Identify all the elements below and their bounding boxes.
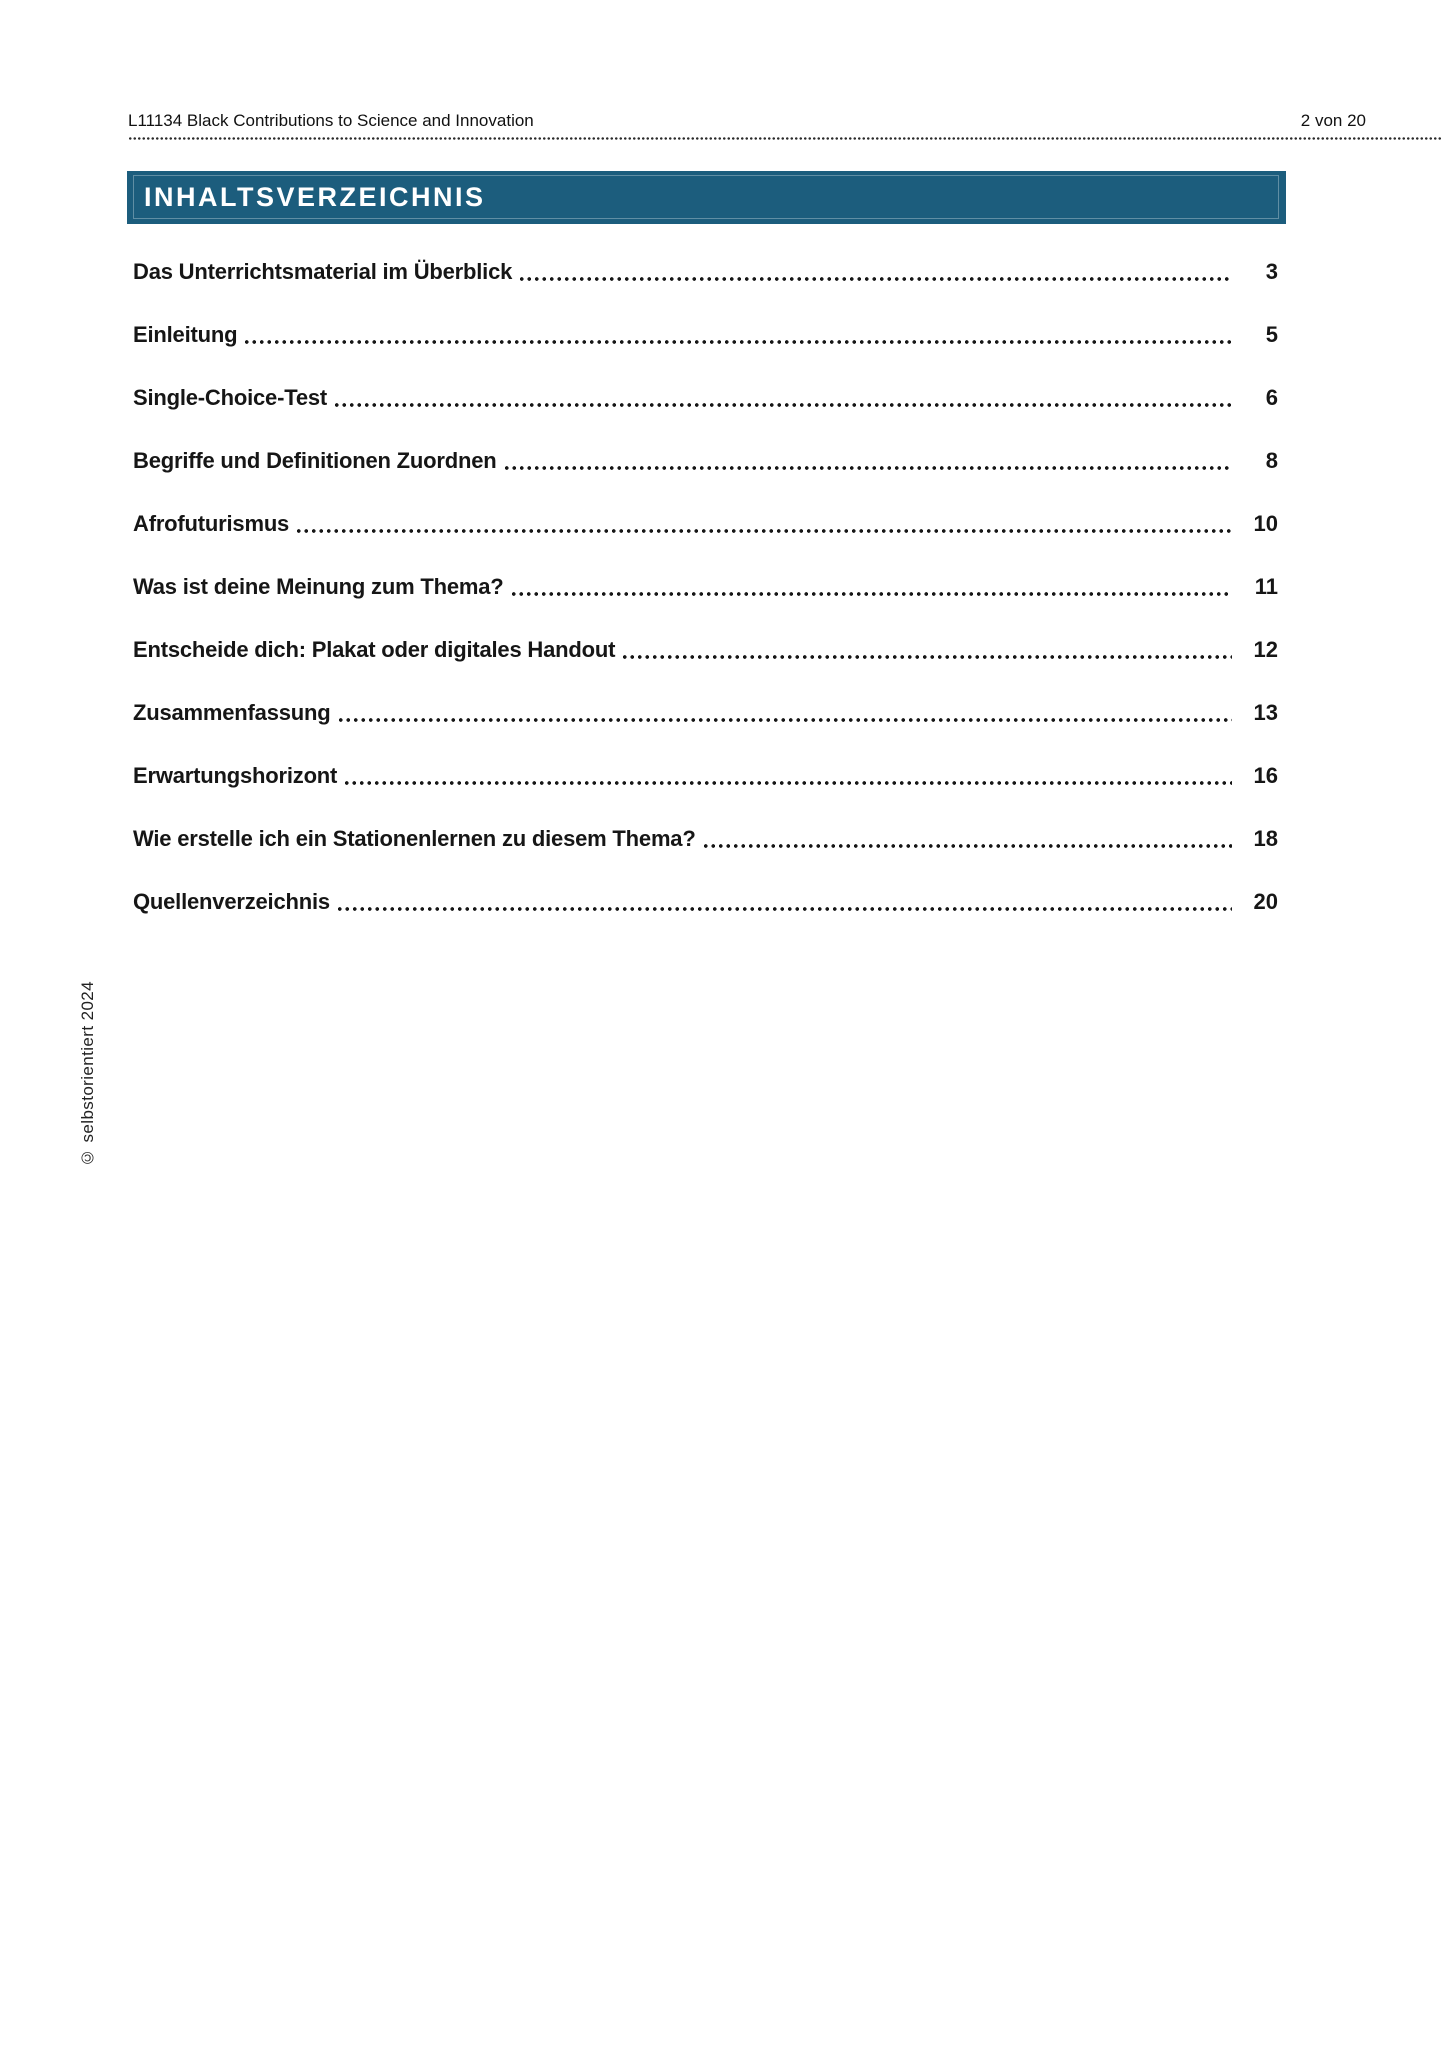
header-dotted-rule	[128, 137, 1442, 140]
dot-leader	[510, 592, 1233, 596]
toc-entry[interactable]	[133, 681, 1278, 744]
toc-entry-label: Erwartungshorizont	[133, 762, 338, 788]
toc-entry-page: 8	[1265, 447, 1278, 473]
toc-entry-page: 3	[1265, 258, 1278, 284]
toc-entry-label: Begriffe und Definitionen Zuordnen	[133, 447, 497, 473]
toc-entry-page: 20	[1253, 888, 1278, 914]
toc-entry-page: 10	[1253, 510, 1278, 536]
toc-entry[interactable]	[133, 555, 1278, 618]
page-header	[128, 110, 1442, 140]
toc-entry-page: 12	[1253, 636, 1278, 662]
toc-entry-page: 6	[1265, 384, 1278, 410]
toc-entry-label: Single-Choice-Test	[133, 384, 328, 410]
toc-entry[interactable]	[133, 366, 1278, 429]
toc-entry-label: Afrofuturismus	[133, 510, 290, 536]
toc-entry-label: Einleitung	[133, 321, 238, 347]
toc-entry[interactable]	[133, 429, 1278, 492]
dot-leader	[333, 403, 1232, 407]
dot-leader	[243, 340, 1232, 344]
toc-entry-label: Entscheide dich: Plakat oder digitales Handout	[133, 636, 616, 662]
toc-entry[interactable]	[133, 618, 1278, 681]
toc-entry-page: 18	[1253, 825, 1278, 851]
dot-leader	[702, 844, 1232, 848]
toc-entry-page: 16	[1253, 762, 1278, 788]
toc-entry-page: 11	[1254, 573, 1278, 599]
dot-leader	[621, 655, 1232, 659]
dot-leader	[336, 907, 1232, 911]
toc-entry-label: Wie erstelle ich ein Stationenlernen zu diesem Thema?	[133, 825, 696, 851]
toc-entry-page: 5	[1265, 321, 1278, 347]
toc-entry-label: Das Unterrichtsmaterial im Überblick	[133, 258, 513, 284]
toc-entry[interactable]	[133, 870, 1278, 933]
page-header-row	[128, 110, 1442, 132]
dot-leader	[295, 529, 1232, 533]
page-number-indicator: 2 von 20	[1300, 111, 1366, 130]
toc-entry[interactable]	[133, 744, 1278, 807]
section-title-bar	[127, 171, 1286, 224]
dot-leader	[343, 781, 1232, 785]
toc-entry-label: Was ist deine Meinung zum Thema?	[133, 573, 504, 599]
toc-entry[interactable]	[133, 492, 1278, 555]
dot-leader	[337, 718, 1233, 722]
toc-entry-label: Zusammenfassung	[133, 699, 331, 725]
toc-entry[interactable]	[133, 240, 1278, 303]
copyright-vertical-text: © selbstorientiert 2024	[78, 980, 97, 1167]
toc-entry-page: 13	[1253, 699, 1278, 725]
document-title: L11134 Black Contributions to Science and Innovation	[128, 111, 534, 130]
toc-entry-label: Quellenverzeichnis	[133, 888, 330, 914]
table-of-contents	[133, 240, 1278, 933]
dot-leader	[518, 277, 1232, 281]
section-title: INHALTSVERZEICHNIS	[144, 182, 486, 212]
dot-leader	[503, 466, 1232, 470]
toc-entry[interactable]	[133, 807, 1278, 870]
toc-entry[interactable]	[133, 303, 1278, 366]
